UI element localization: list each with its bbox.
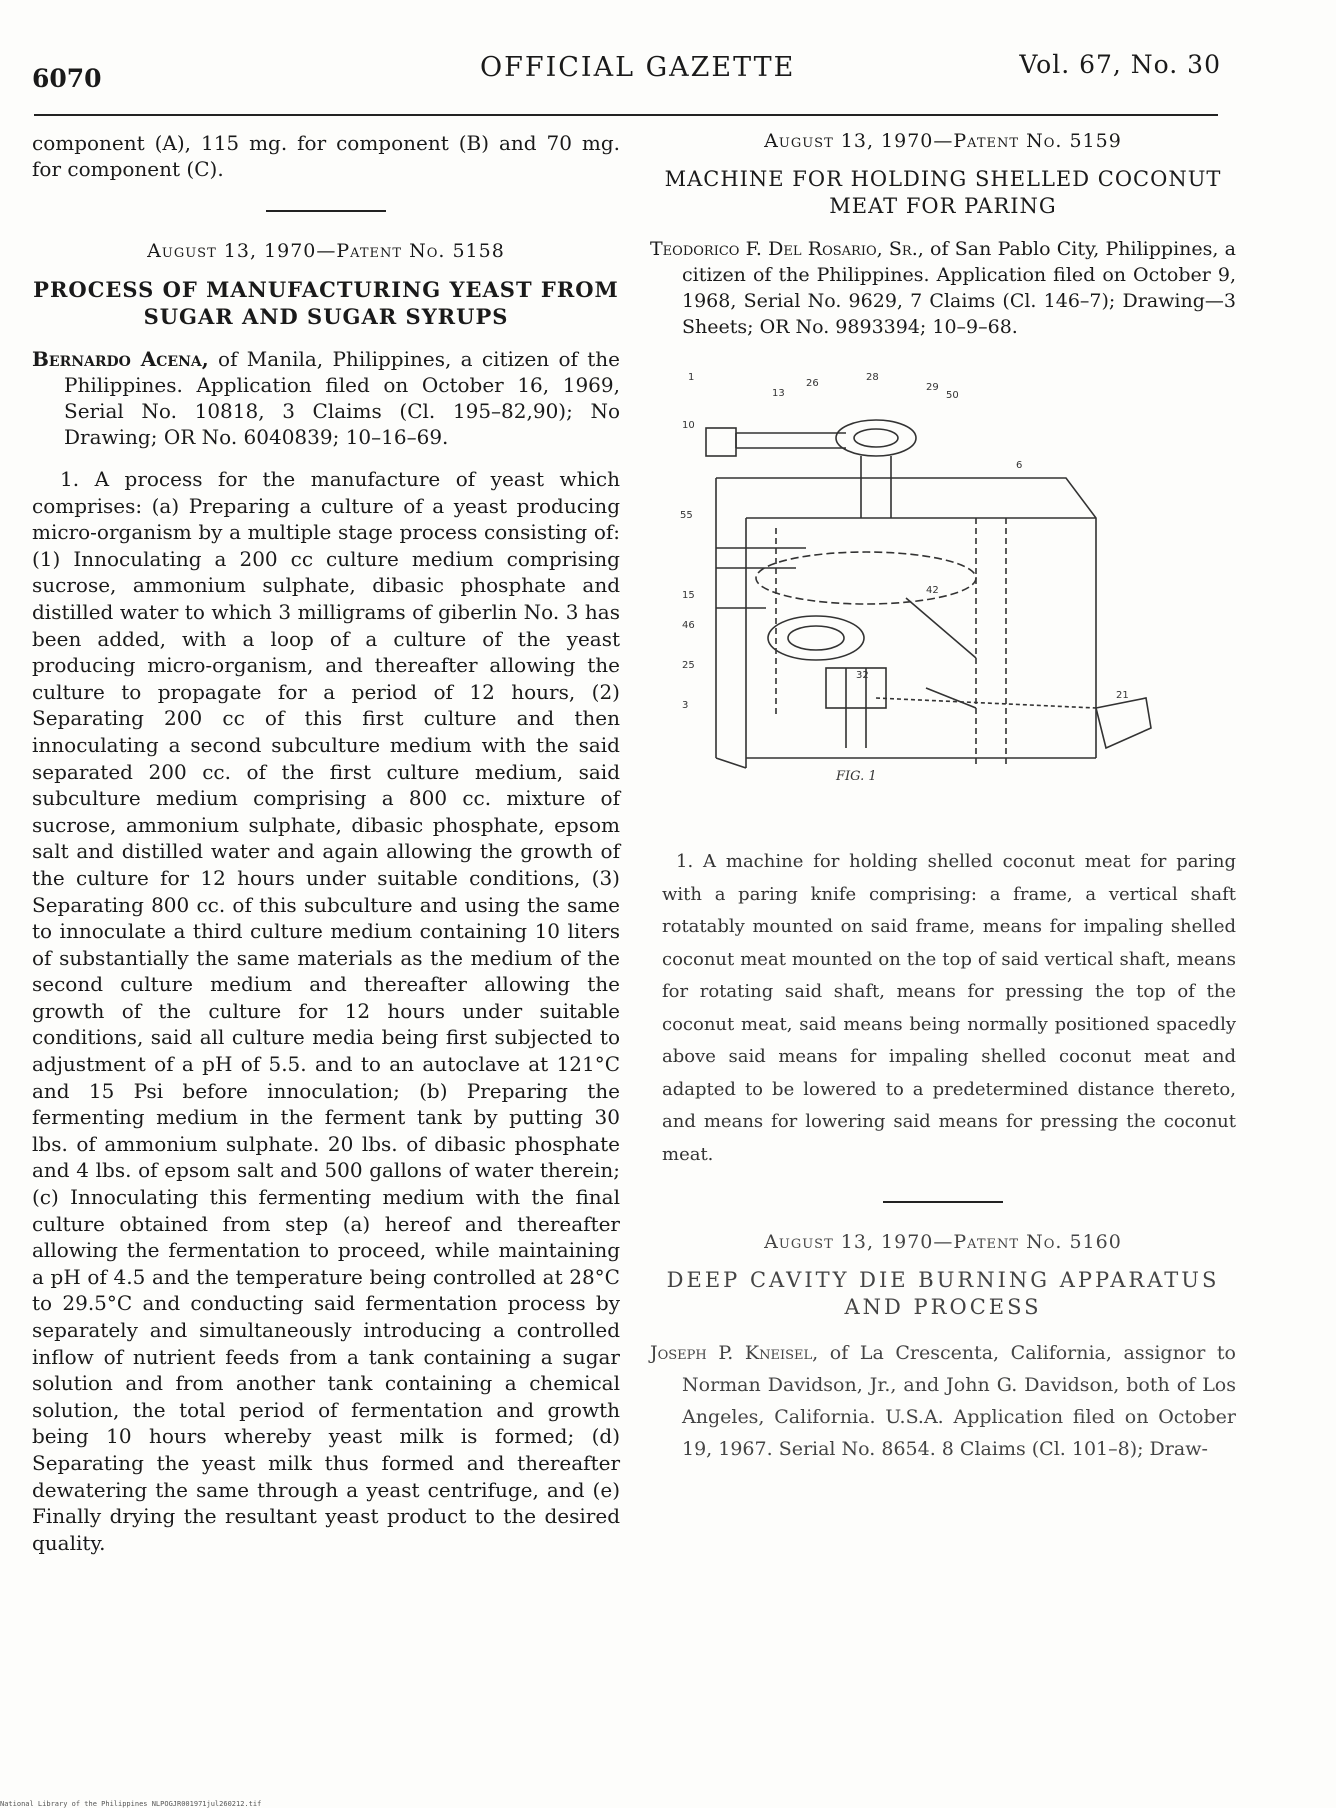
patent-title: PROCESS OF MANUFACTURING YEAST FROM SUGAR AND SUGAR SYRUPS xyxy=(33,277,619,329)
inventor-block xyxy=(650,236,1236,340)
gazette-title: OFFICIAL GAZETTE xyxy=(480,52,796,83)
ref-1: 1 xyxy=(688,372,695,383)
inventor-block xyxy=(650,1337,1236,1465)
patent-5160 xyxy=(650,1231,1236,1465)
ref-25: 25 xyxy=(682,660,695,671)
reference-numerals xyxy=(680,372,1129,711)
cross-members xyxy=(716,548,806,608)
pressing-head xyxy=(836,420,916,456)
vertical-post xyxy=(861,456,891,518)
inventor-name: Bernardo Acena, xyxy=(32,347,209,371)
ref-10: 10 xyxy=(682,420,695,431)
continued-text: component (A), 115 mg. for component (B) and 70 mg. for component (C). xyxy=(32,131,620,181)
ref-46: 46 xyxy=(682,620,695,631)
work-table xyxy=(756,552,976,604)
pedal-linkage xyxy=(876,698,1096,708)
patent-claim: 1. A process for the manufacture of yeast which comprises: (a) Preparing a culture of a yeast producing micro-organism by a multiple stage process consisting of: (1) Innoculating a 200 cc culture medium comprising sucrose, ammonium sulphate, dibasic phosphate and distilled water to which 3 milligrams of giberlin No. 3 has been added, with a loop of a culture of the yeast producing micro-organism, and thereafter allowing the culture to propagate for a period of 12 hours, (2) Separating 200 cc of this first culture and then innoculating a second subculture medium with the said separated 200 cc. of the first culture medium, said subculture medium comprising a 800 cc. mixture of sucrose, ammonium sulphate, dibasic phosphate, epsom salt and distilled water and again allowing the growth of the culture for 12 hours under suitable conditions, (3) Separating 800 cc. of this subculture and using the same to innoculate a third culture medium containing 10 liters of substantially the same materials as the medium of the second culture medium and thereafter allowing the growth of the culture for 12 hours under suitable conditions, said all culture media being first subjected to adjustment of a pH of 5.5. and to an autoclave at 121°C and 15 Psi before innoculation; (b) Preparing the fermenting medium in the ferment tank by putting 30 lbs. of ammonium sulphate. 20 lbs. of dibasic phosphate and 4 lbs. of epsom salt and 500 gallons of water therein; (c) Innoculating this fermenting medium with the final culture obtained from step (a) hereof and thereafter allowing the fermentation to proceed, while maintaining a pH of 4.5 and the temperature being controlled at 28°C to 29.5°C and conducting said fermentation process by separately and simultaneously introducing a controlled inflow of nutrient feeds from a tank containing a sugar solution and from another tank containing a chemical solution, the total period of fermentation and growth being 10 hours whereby yeast milk is formed; (d) Separating the yeast milk thus formed and thereafter dewatering the same through a yeast centrifuge, and (e) Finally drying the resultant yeast product to the desired quality. xyxy=(32,467,620,1555)
patent-drawing-figure xyxy=(676,368,1152,788)
patent-5159 xyxy=(650,130,1236,1171)
ref-50: 50 xyxy=(946,390,959,401)
section-divider xyxy=(883,1201,1003,1203)
machine-frame xyxy=(716,478,1096,768)
patent-title: DEEP CAVITY DIE BURNING APPARATUS AND PROCESS xyxy=(666,1268,1220,1319)
impaling-hub xyxy=(788,626,844,650)
patent-date-line: August 13, 1970—Patent No. 5160 xyxy=(764,1231,1122,1253)
section-divider xyxy=(266,210,386,212)
ref-55: 55 xyxy=(680,510,693,521)
right-column xyxy=(650,130,1236,1465)
inventor-details: of San Pablo City, Philippines, a citizen of the Philippines. Application filed on October 9, 1968, Serial No. 9629, 7 Claims (Cl. 146–7); Drawing—3 Sheets; OR No. 9893394; 10–9–68. xyxy=(682,238,1237,338)
ref-6: 6 xyxy=(1016,460,1023,471)
figure-caption: FIG. 1 xyxy=(836,769,877,784)
header-rule xyxy=(34,114,1218,116)
ref-13: 13 xyxy=(772,388,785,399)
inventor-block xyxy=(32,346,620,450)
pressing-head-inner xyxy=(854,429,898,447)
inventor-details: of La Crescenta, California, assignor to Norman Davidson, Jr., and John G. Davidson, both of Los Angeles, California. U.S.A. Application filed on October 19, 1967. Serial No. 8654. 8 Claims (Cl. 101–8); Draw- xyxy=(682,1342,1236,1460)
inventor-name: Teodorico F. Del Rosario, Sr., xyxy=(650,238,924,260)
inventor-name: Joseph P. Kneisel, xyxy=(650,1342,819,1364)
volume-number: Vol. 67, No. 30 xyxy=(1019,50,1221,79)
upper-arm xyxy=(736,433,846,448)
patent-date-line: August 13, 1970—Patent No. 5159 xyxy=(764,130,1122,152)
impaling-wheel xyxy=(768,616,864,660)
patent-date-line: August 13, 1970—Patent No. 5158 xyxy=(147,240,505,262)
ref-29: 29 xyxy=(926,382,939,393)
scan-source-footer: National Library of the Philippines NLPOGJR001971jul260212.tif xyxy=(0,1800,262,1808)
linkage-rods xyxy=(906,598,976,708)
inventor-details: of Manila, Philippines, a citizen of the Philippines. Application filed on October 16, 1969, Serial No. 10818, 3 Claims (Cl. 195–82,90); No Drawing; OR No. 6040839; 10–16–69. xyxy=(64,347,621,449)
left-column xyxy=(32,130,620,1556)
page-number: 6070 xyxy=(32,64,102,93)
ref-28: 28 xyxy=(866,372,879,383)
page-header xyxy=(32,44,1221,93)
ref-15: 15 xyxy=(682,590,695,601)
ref-26: 26 xyxy=(806,378,819,389)
patent-claim: 1. A machine for holding shelled coconut meat for paring with a paring knife comprising: a frame, a vertical shaft rotatably mounted on said frame, means for impaling shelled coconut meat mounted on the top of said vertical shaft, means for rotating said shaft, means for pressing the top of the coconut meat, said means being normally positioned spacedly above said means for impaling shelled coconut meat and adapted to be lowered to a predetermined distance thereto, and means for lowering said means for pressing the coconut meat. xyxy=(662,851,1236,1165)
patent-5158 xyxy=(32,240,620,1556)
ref-21: 21 xyxy=(1116,690,1129,701)
ref-42: 42 xyxy=(926,585,939,596)
patent-title: MACHINE FOR HOLDING SHELLED COCONUT MEAT FOR PARING xyxy=(664,167,1222,218)
foot-pedal xyxy=(1096,698,1151,748)
ref-32: 32 xyxy=(856,670,869,681)
ref-3: 3 xyxy=(682,700,689,711)
drive-housing xyxy=(706,428,736,456)
